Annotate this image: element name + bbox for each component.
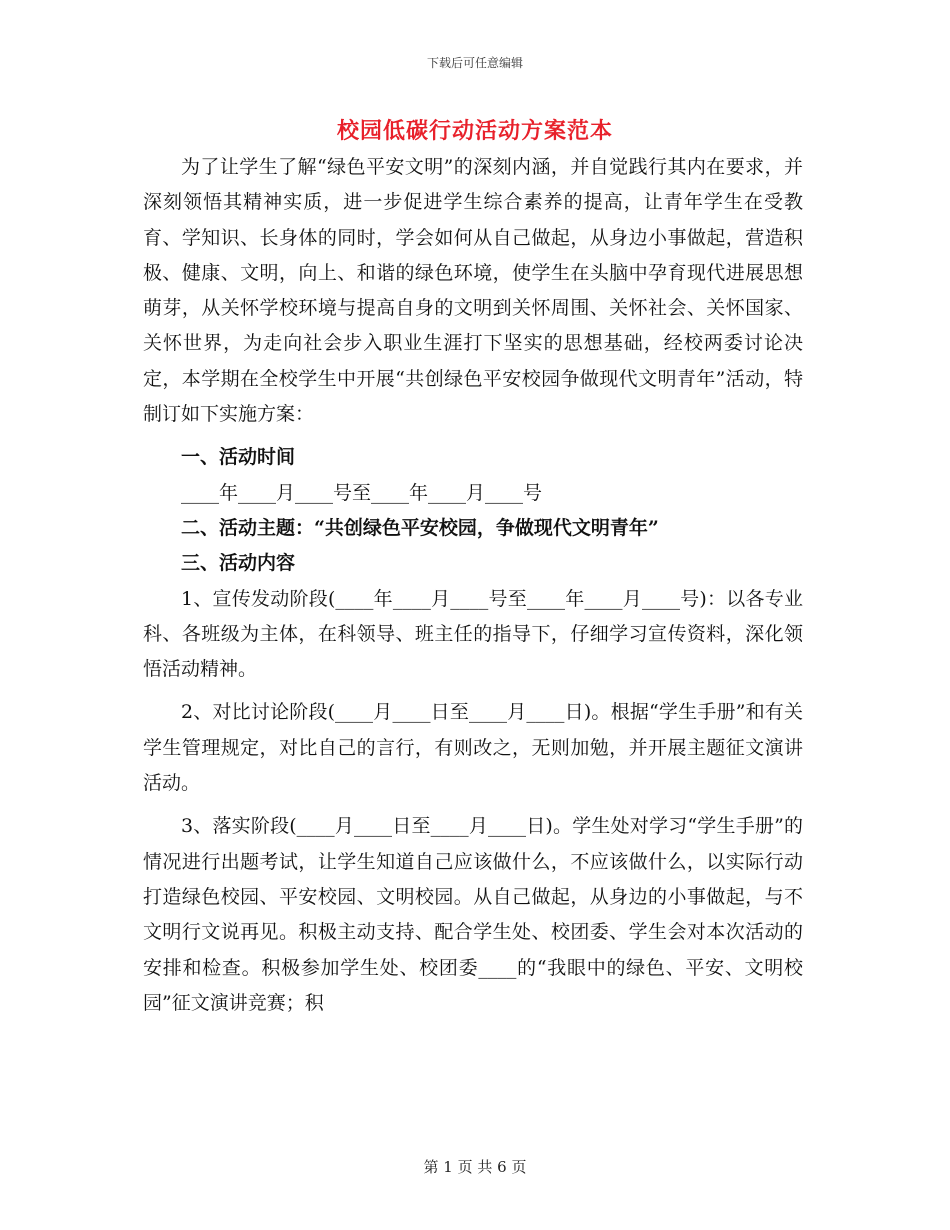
content-item-1: 1、宣传发动阶段(____年____月____号至____年____月____号)：以各专业科、各班级为主体，在科领导、班主任的指导下，仔细学习宣传资料，深化领悟活动精神。 bbox=[143, 587, 803, 681]
section-heading-content: 三、活动内容 bbox=[181, 552, 296, 575]
section-heading-time: 一、活动时间 bbox=[181, 446, 296, 469]
document-title: 校园低碳行动活动方案范本 bbox=[336, 118, 613, 144]
content-item-3: 3、落实阶段(____月____日至____月____日)。学生处对学习“学生手册”的情况进行出题考试，让学生知道自己应该做什么，不应该做什么，以实际行动打造绿色校园、平安校园、文明校园。从自己做起，从身边的小事做起，与不文明行文说再见。积极主动支持、配合学生处、校团委、学生会对本次活动的安排和检查。积极参加学生处、校团委____的“我眼中的绿色、平安、文明校园”征文演讲竞赛；积 bbox=[143, 815, 803, 1014]
activity-time-line: ____年____月____号至____年____月____号 bbox=[181, 481, 543, 504]
intro-paragraph: 为了让学生了解“绿色平安文明”的深刻内涵，并自觉践行其内在要求，并深刻领悟其精神实质，进一步促进学生综合素养的提高，让青年学生在受教育、学知识、长身体的同时，学会如何从自己做起，从身边小事做起，营造积极、健康、文明，向上、和谐的绿色环境，使学生在头脑中孕育现代进展思想萌芽，从关怀学校环境与提高自身的文明到关怀周围、关怀社会、关怀国家、关怀世界，为走向社会步入职业生涯打下坚实的思想基础，经校两委讨论决定，本学期在全校学生中开展“共创绿色平安校园争做现代文明青年”活动，特制订如下实施方案： bbox=[143, 156, 803, 426]
page-footer-number: 第 1 页 共 6 页 bbox=[423, 1158, 527, 1176]
content-item-2: 2、对比讨论阶段(____月____日至____月____日)。根据“学生手册”和有关学生管理规定，对比自己的言行，有则改之，无则加勉，并开展主题征文演讲活动。 bbox=[143, 701, 803, 795]
section-heading-theme: 二、活动主题：“共创绿色平安校园，争做现代文明青年” bbox=[181, 516, 659, 539]
document-body bbox=[143, 150, 803, 1021]
page-header-note: 下载后可任意编辑 bbox=[426, 56, 523, 70]
